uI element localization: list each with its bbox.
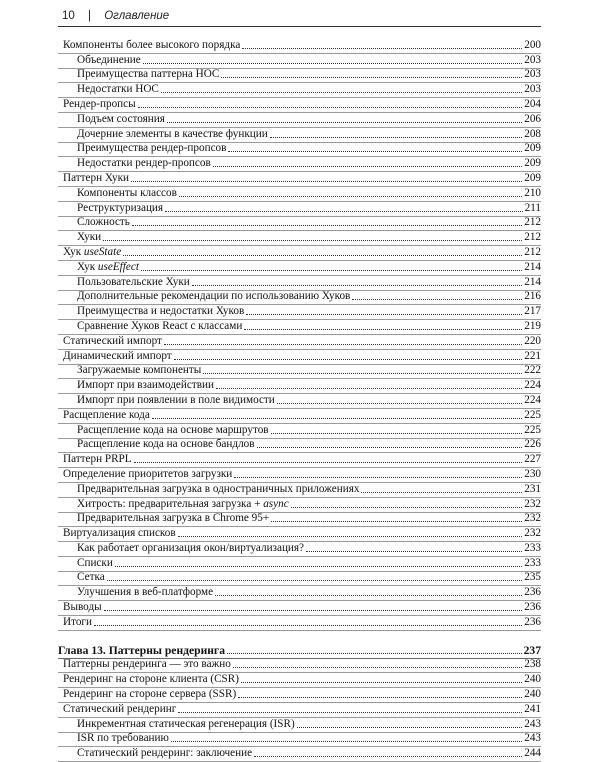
toc-title-part: Дополнительные рекомендации по использованию Хуков — [77, 290, 351, 303]
toc-title-part: Реструктуризация — [77, 201, 164, 214]
toc-dot-leader — [277, 403, 522, 404]
toc-entry — [58, 439, 541, 454]
toc-entry — [58, 187, 541, 202]
toc-entry-title — [63, 658, 231, 672]
toc-page-number: 219 — [524, 319, 541, 332]
toc-page-number: 237 — [523, 643, 541, 657]
toc-dot-leader — [238, 697, 522, 698]
toc-dot-leader — [131, 181, 522, 182]
toc-page-number: 236 — [524, 615, 541, 628]
toc-page-number: 210 — [524, 186, 541, 199]
table-of-contents — [58, 39, 541, 762]
toc-entry-title — [77, 320, 242, 334]
toc-title-part: Недостатки рендер-пропсов — [77, 157, 211, 170]
toc-dot-leader — [107, 580, 523, 581]
toc-entry — [58, 733, 541, 748]
toc-dot-leader — [143, 63, 523, 64]
toc-entry-title — [77, 586, 213, 600]
toc-entry — [58, 83, 541, 98]
toc-entry — [58, 69, 541, 84]
toc-entry-title — [63, 409, 150, 423]
toc-entry — [58, 157, 541, 172]
toc-entry — [58, 350, 541, 365]
toc-entry-title — [63, 703, 176, 717]
toc-entry-title — [77, 483, 359, 497]
toc-title-part: Статический импорт — [63, 334, 162, 347]
toc-entry-title — [63, 39, 240, 53]
toc-entry-title — [63, 350, 172, 364]
toc-title-part: Глава 13. Паттерны рендеринга — [58, 643, 225, 657]
toc-page-number: 212 — [524, 231, 541, 244]
toc-entry-title — [77, 290, 350, 304]
toc-dot-leader — [241, 682, 522, 683]
toc-entry-title — [77, 261, 139, 275]
toc-page-number: 231 — [524, 482, 541, 495]
toc-entry-title — [77, 718, 295, 732]
toc-entry-title — [63, 527, 176, 541]
toc-entry-title — [77, 142, 226, 156]
toc-entry — [58, 453, 541, 468]
toc-page-number: 236 — [524, 601, 541, 614]
toc-entry — [58, 143, 541, 158]
toc-entry — [58, 379, 541, 394]
toc-entry — [58, 246, 541, 261]
toc-entry-title — [77, 747, 252, 761]
toc-title-part: Виртуализация списков — [63, 527, 176, 540]
toc-entry — [58, 572, 541, 587]
toc-title-part: Подъем состояния — [77, 112, 165, 125]
running-head — [62, 10, 169, 22]
header-separator: | — [88, 10, 91, 22]
toc-entry-title — [63, 172, 129, 186]
toc-title-italic-part: useEffect — [97, 260, 139, 273]
page-number: 10 — [62, 10, 75, 22]
toc-title-part: Преимущества и недостатки Хуков — [77, 305, 245, 318]
toc-title-part: Хитрость: предварительная загрузка + — [77, 497, 264, 510]
toc-title-part: Паттерны рендеринга — это важно — [63, 658, 231, 671]
toc-title-part: Определение приоритетов загрузки — [63, 467, 233, 480]
toc-page-number: 203 — [524, 68, 541, 81]
toc-page-number: 241 — [524, 702, 541, 715]
toc-page-number: 209 — [524, 142, 541, 155]
toc-entry — [58, 527, 541, 542]
toc-entry — [58, 673, 541, 688]
toc-dot-leader — [174, 359, 523, 360]
toc-dot-leader — [94, 625, 522, 626]
toc-page-number: 222 — [524, 364, 541, 377]
toc-title-part: Как работает организация окон/виртуализация? — [77, 541, 305, 554]
toc-entry-title — [77, 379, 214, 393]
toc-dot-leader — [104, 610, 523, 611]
toc-entry — [58, 54, 541, 69]
toc-page-number: 212 — [524, 216, 541, 229]
toc-dot-leader — [132, 225, 522, 226]
toc-page-number: 217 — [524, 305, 541, 318]
toc-page-number: 209 — [524, 157, 541, 170]
toc-entry-title — [77, 202, 163, 216]
header-rule — [58, 26, 541, 27]
toc-entry — [58, 261, 541, 276]
toc-entry-title — [77, 542, 304, 556]
toc-dot-leader — [141, 270, 522, 271]
toc-entry — [58, 498, 541, 513]
toc-page-number: 221 — [524, 349, 541, 362]
toc-page-number: 206 — [524, 112, 541, 125]
toc-entry-title — [63, 98, 136, 112]
toc-page-number: 225 — [524, 408, 541, 421]
toc-entry — [58, 98, 541, 113]
toc-dot-leader — [254, 756, 522, 757]
toc-title-part: Рендеринг на стороне сервера (SSR) — [63, 688, 237, 701]
toc-entry-title — [77, 83, 159, 97]
toc-dot-leader — [103, 240, 522, 241]
toc-title-part: Предварительная загрузка в Chrome 95+ — [77, 512, 270, 525]
toc-entry-title — [63, 688, 236, 702]
toc-dot-leader — [221, 77, 522, 78]
toc-page-number: 238 — [524, 658, 541, 671]
toc-entry — [58, 305, 541, 320]
toc-entry-title — [63, 673, 239, 687]
toc-title-part: Предварительная загрузка в одностраничных приложениях — [77, 482, 360, 495]
toc-title-part: Улучшения в веб-платформе — [77, 586, 214, 599]
toc-entry-title — [77, 394, 275, 408]
toc-page-number: 209 — [524, 171, 541, 184]
toc-title-part: Паттерн PRPL — [63, 453, 132, 466]
toc-entry-title — [77, 305, 244, 319]
toc-entry — [58, 291, 541, 306]
toc-dot-leader — [215, 595, 522, 596]
toc-title-part: Выводы — [63, 601, 102, 614]
toc-entry-title — [77, 424, 269, 438]
toc-page-number: 212 — [524, 245, 541, 258]
toc-entry — [58, 409, 541, 424]
toc-dot-leader — [361, 492, 522, 493]
toc-entry-title — [77, 128, 268, 142]
toc-entry — [58, 424, 541, 439]
toc-page-number: 233 — [524, 556, 541, 569]
toc-dot-leader — [178, 536, 523, 537]
toc-page-number: 204 — [524, 97, 541, 110]
toc-dot-leader — [164, 344, 522, 345]
toc-dot-leader — [234, 477, 522, 478]
toc-entry — [58, 557, 541, 572]
toc-entry — [58, 703, 541, 718]
toc-entry — [58, 202, 541, 217]
toc-page-number: 236 — [524, 586, 541, 599]
toc-title-part: Расщепление кода на основе бандлов — [77, 438, 255, 451]
toc-page-number: 235 — [524, 571, 541, 584]
toc-page-number: 224 — [524, 393, 541, 406]
toc-entry — [58, 39, 541, 54]
toc-dot-leader — [271, 433, 523, 434]
toc-entry — [58, 688, 541, 703]
toc-title-part: Преимущества рендер-пропсов — [77, 142, 227, 155]
toc-title-part: Паттерн Хуки — [63, 171, 129, 184]
toc-entry — [58, 586, 541, 601]
toc-entry-title — [77, 276, 190, 290]
toc-dot-leader — [203, 373, 522, 374]
toc-dot-leader — [134, 462, 523, 463]
toc-entry-title — [63, 601, 102, 615]
toc-dot-leader — [227, 653, 522, 654]
toc-dot-leader — [306, 551, 522, 552]
toc-entry-title — [77, 113, 165, 127]
toc-entry-title — [77, 512, 269, 526]
toc-title-part: Сетка — [77, 571, 105, 584]
toc-entry — [58, 128, 541, 143]
toc-dot-leader — [178, 712, 522, 713]
toc-dot-leader — [271, 521, 522, 522]
toc-title-part: Объединение — [77, 53, 141, 66]
toc-title-part: Динамический импорт — [63, 349, 172, 362]
toc-title-part: Импорт при взаимодействии — [77, 379, 214, 392]
toc-title-part: Импорт при появлении в поле видимости — [77, 393, 275, 406]
toc-entry — [58, 616, 541, 631]
toc-dot-leader — [167, 122, 522, 123]
toc-title-part: Компоненты более высокого порядка — [63, 38, 241, 51]
toc-entry-title — [77, 438, 255, 452]
toc-title-part: Статический рендеринг — [63, 702, 177, 715]
toc-entry — [58, 217, 541, 232]
toc-title-part: Сложность — [77, 216, 130, 229]
toc-dot-leader — [213, 166, 522, 167]
toc-chapter-entry — [58, 644, 541, 659]
toc-entry-title — [77, 498, 289, 512]
toc-page-number: 240 — [524, 673, 541, 686]
toc-page-number: 232 — [524, 512, 541, 525]
toc-entry-title — [77, 157, 211, 171]
toc-entry — [58, 172, 541, 187]
toc-title-part: ISR по требованию — [77, 732, 169, 745]
toc-entry-title — [77, 571, 105, 585]
toc-dot-leader — [115, 566, 522, 567]
toc-title-part: Хук — [63, 245, 84, 258]
toc-entry — [58, 113, 541, 128]
toc-dot-leader — [171, 741, 522, 742]
toc-dot-leader — [228, 151, 522, 152]
toc-page-number: 224 — [524, 379, 541, 392]
toc-page-number: 208 — [524, 127, 541, 140]
toc-title-part: Хук — [77, 260, 98, 273]
toc-dot-leader — [242, 48, 522, 49]
toc-title-part: Компоненты классов — [77, 186, 177, 199]
toc-title-part: Дочерние элементы в качестве функции — [77, 127, 268, 140]
toc-entry — [58, 659, 541, 674]
toc-dot-leader — [257, 447, 523, 448]
toc-entry — [58, 320, 541, 335]
toc-page-number: 230 — [524, 467, 541, 480]
toc-title-part: Расщепление кода на основе маршрутов — [77, 423, 269, 436]
toc-dot-leader — [291, 507, 523, 508]
toc-page-number: 232 — [524, 497, 541, 510]
toc-entry-title — [63, 335, 162, 349]
toc-entry — [58, 718, 541, 733]
toc-entry — [58, 542, 541, 557]
toc-entry-title — [77, 54, 141, 68]
toc-entry — [58, 335, 541, 350]
toc-title-part: Итоги — [63, 615, 92, 628]
toc-title-part: Инкрементная статическая регенерация (ISR) — [77, 717, 295, 730]
toc-page-number: 225 — [524, 423, 541, 436]
toc-dot-leader — [165, 211, 523, 212]
toc-entry-title — [77, 216, 130, 230]
toc-page-number: 240 — [524, 688, 541, 701]
toc-entry — [58, 276, 541, 291]
toc-title-italic-part: async — [263, 497, 289, 510]
toc-page-number: 226 — [524, 438, 541, 451]
toc-title-part: Недостатки HOC — [77, 83, 159, 96]
toc-page-number: 244 — [524, 747, 541, 760]
toc-entry-title — [63, 453, 132, 467]
toc-page-number: 200 — [524, 38, 541, 51]
toc-entry-title — [58, 644, 225, 658]
toc-entry — [58, 365, 541, 380]
toc-title-part: Сравнение Хуков React с классами — [77, 319, 243, 332]
toc-entry — [58, 483, 541, 498]
toc-page-number: 214 — [524, 260, 541, 273]
toc-dot-leader — [152, 418, 522, 419]
toc-title-part: Списки — [77, 556, 113, 569]
toc-page-number: 232 — [524, 527, 541, 540]
toc-entry-title — [77, 187, 177, 201]
toc-dot-leader — [233, 667, 522, 668]
toc-title-part: Пользовательские Хуки — [77, 275, 190, 288]
toc-dot-leader — [216, 388, 522, 389]
toc-dot-leader — [244, 329, 522, 330]
toc-entry-title — [63, 246, 121, 260]
toc-entry — [58, 231, 541, 246]
toc-dot-leader — [123, 255, 522, 256]
toc-entry — [58, 513, 541, 528]
toc-title-part: Загружаемые компоненты — [77, 364, 202, 377]
toc-entry-title — [77, 557, 113, 571]
toc-page-number: 233 — [524, 541, 541, 554]
toc-entry-title — [63, 616, 92, 630]
toc-title-part: Хуки — [77, 231, 102, 244]
toc-entry — [58, 601, 541, 616]
toc-dot-leader — [270, 137, 522, 138]
toc-entry — [58, 394, 541, 409]
toc-title-italic-part: useState — [83, 245, 122, 258]
toc-title-part: Статический рендеринг: заключение — [77, 747, 253, 760]
toc-dot-leader — [179, 196, 522, 197]
toc-entry-title — [77, 364, 201, 378]
toc-page-number: 203 — [524, 53, 541, 66]
toc-page-number: 227 — [524, 453, 541, 466]
toc-page-number: 214 — [524, 275, 541, 288]
toc-entry-title — [77, 732, 169, 746]
toc-page-number: 220 — [524, 334, 541, 347]
toc-title-part: Рендер-пропсы — [63, 97, 136, 110]
toc-dot-leader — [246, 314, 522, 315]
toc-dot-leader — [138, 107, 523, 108]
toc-page-number: 243 — [524, 717, 541, 730]
toc-page-number: 243 — [524, 732, 541, 745]
toc-dot-leader — [192, 285, 522, 286]
section-title: Оглавление — [104, 10, 170, 22]
toc-entry — [58, 468, 541, 483]
toc-title-part: Рендеринг на стороне клиента (CSR) — [63, 673, 239, 686]
toc-title-part: Преимущества паттерна HOC — [77, 68, 220, 81]
toc-page-number: 211 — [524, 201, 541, 214]
toc-dot-leader — [352, 299, 522, 300]
toc-dot-leader — [161, 92, 522, 93]
toc-page-number: 203 — [524, 83, 541, 96]
toc-entry-title — [63, 468, 232, 482]
toc-entry-title — [77, 231, 101, 245]
toc-entry-title — [77, 68, 219, 82]
toc-page-number: 216 — [524, 290, 541, 303]
toc-title-part: Расщепление кода — [63, 408, 150, 421]
toc-dot-leader — [297, 727, 523, 728]
